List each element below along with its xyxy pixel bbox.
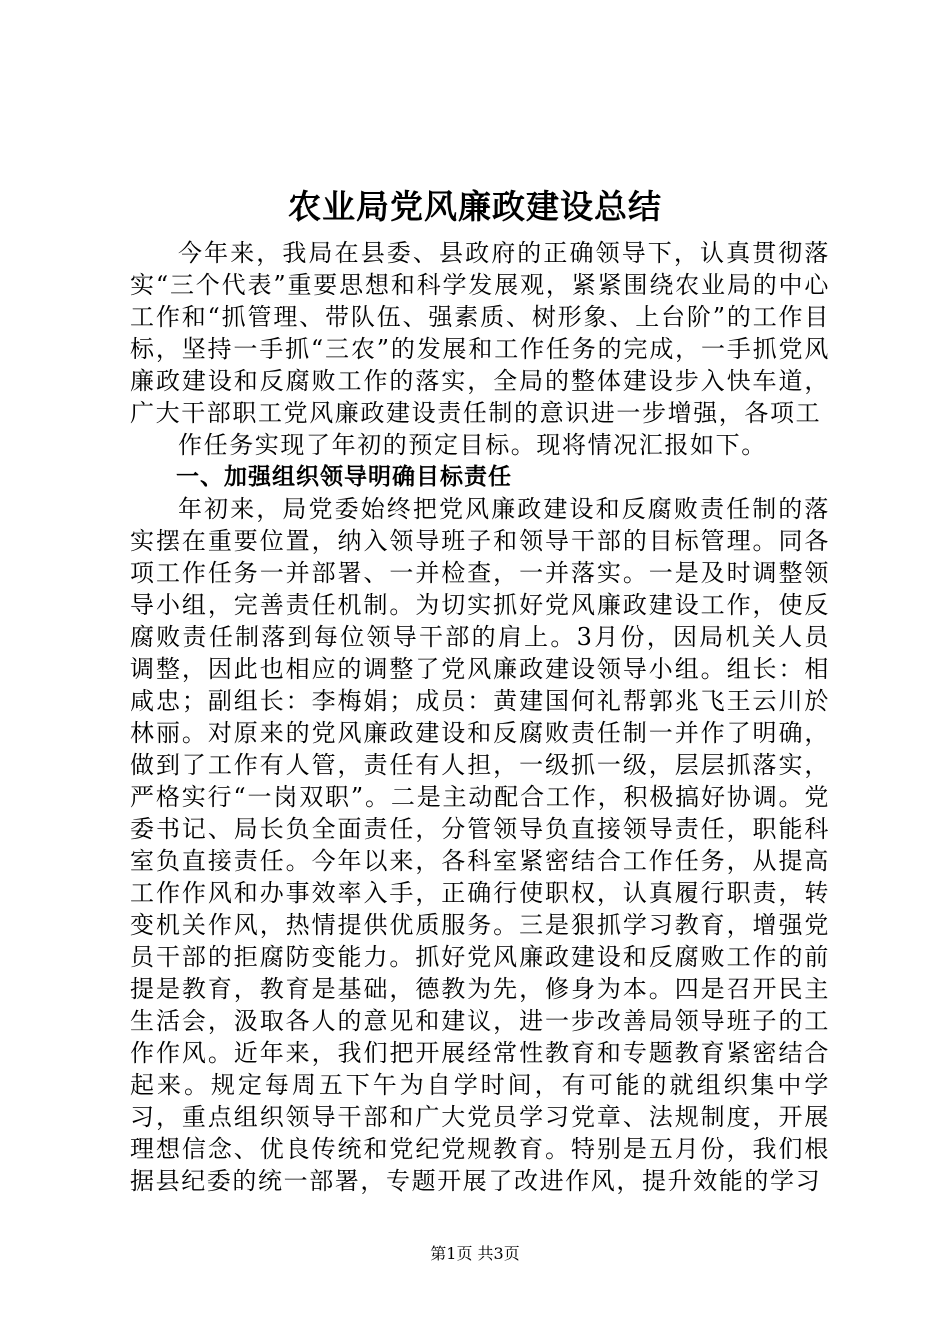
- document-body: [130, 237, 830, 1197]
- document-title: 农业局党风廉政建设总结: [288, 187, 662, 226]
- page-number-footer: 第1页 共3页: [430, 1244, 520, 1263]
- intro-paragraph-continued: 作任务实现了年初的预定目标。现将情况汇报如下。: [178, 431, 767, 459]
- intro-paragraph: 今年来，我局在县委、县政府的正确领导下，认真贯彻落实“三个代表”重要思想和科学发展观，紧紧围绕农业局的中心工作和“抓管理、带队伍、强素质、树形象、上台阶”的工作目标，坚持一手抓“三农”的发展和工作任务的完成，一手抓党风廉政建设和反腐败工作的落实，全局的整体建设步入快车道，广大干部职工党风廉政建设责任制的意识进一步增强，各项工: [130, 239, 830, 427]
- section-paragraph: 年初来，局党委始终把党风廉政建设和反腐败责任制的落实摆在重要位置，纳入领导班子和领导干部的目标管理。同各项工作任务一并部署、一并检查，一并落实。一是及时调整领导小组，完善责任机制。为切实抓好党风廉政建设工作，使反腐败责任制落到每位领导干部的肩上。3月份，因局机关人员调整，因此也相应的调整了党风廉政建设领导小组。组长：相咸忠；副组长：李梅娟；成员：黄建国何礼帮郭兆飞王云川於林丽。对原来的党风廉政建设和反腐败责任制一并作了明确，做到了工作有人管，责任有人担，一级抓一级，层层抓落实，严格实行“一岗双职”。二是主动配合工作，积极搞好协调。党委书记、局长负全面责任，分管领导负直接领导责任，职能科室负直接责任。今年以来，各科室紧密结合工作任务，从提高工作作风和办事效率入手，正确行使职权，认真履行职责，转变机关作风，热情提供优质服务。三是狠抓学习教育，增强党员干部的拒腐防变能力。抓好党风廉政建设和反腐败工作的前提是教育，教育是基础，德教为先，修身为本。四是召开民主生活会，汲取各人的意见和建议，进一步改善局领导班子的工作作风。近年来，我们把开展经常性教育和专题教育紧密结合起来。规定每周五下午为自学时间，有可能的就组织集中学习，重点组织领导干部和广大党员学习党章、法规制度，开展理想信念、优良传统和党纪党规教育。特别是五月份，我们根据县纪委的统一部署，专题开展了改进作风，提升效能的学习: [130, 495, 830, 1195]
- section-heading: 一、加强组织领导明确目标责任: [176, 464, 512, 490]
